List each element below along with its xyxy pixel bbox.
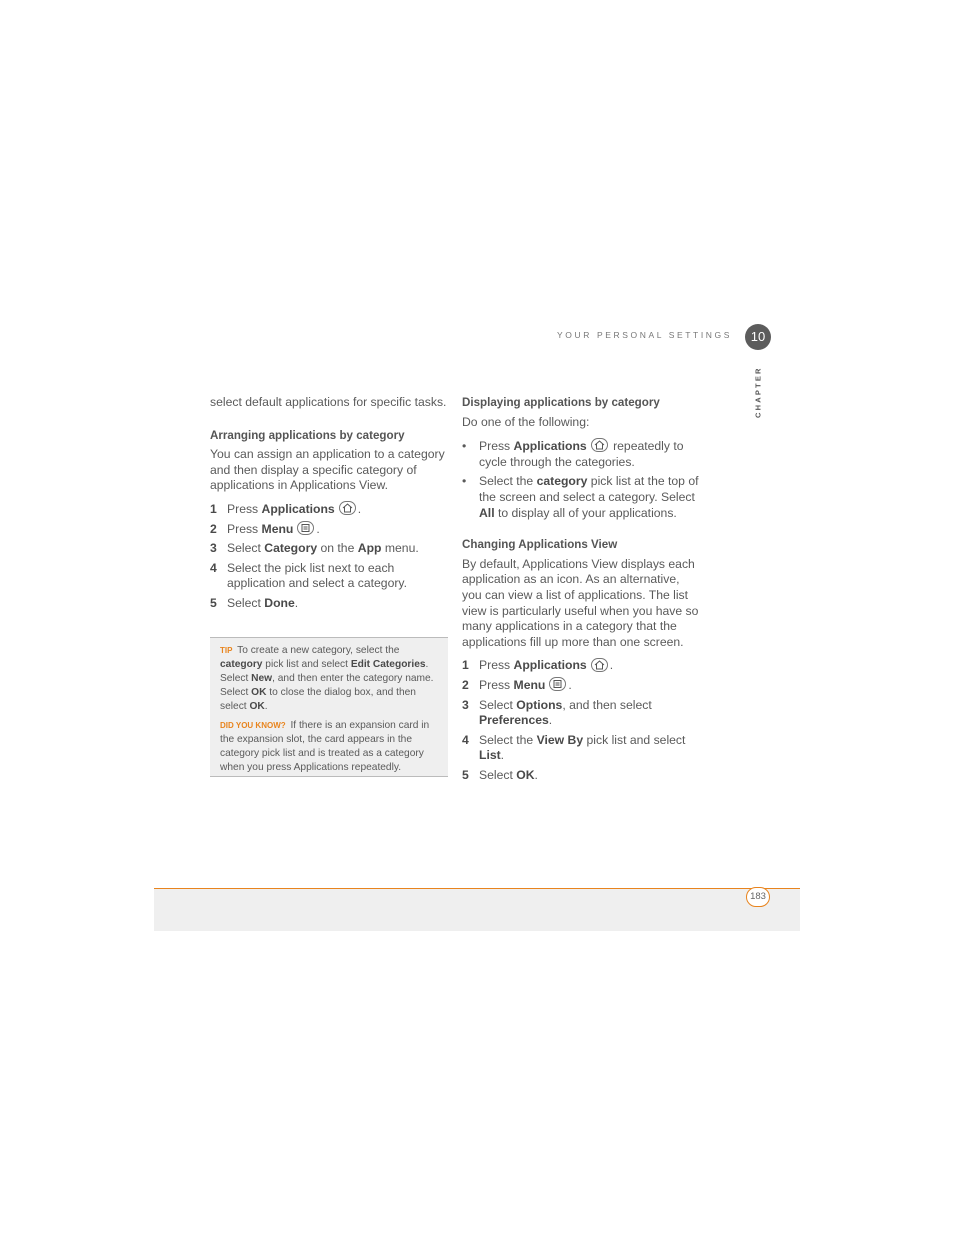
- step-item: 2 Press Menu .: [462, 677, 572, 692]
- intro-text: select default applications for specific tasks.: [210, 395, 447, 409]
- did-you-know-text: DID YOU KNOW? If there is an expansion card in the expansion slot, the card appears in the category pick list and is treated as a category when you press Applications repeatedly.: [220, 720, 430, 773]
- section-title: YOUR PERSONAL SETTINGS: [557, 330, 732, 340]
- section-heading: Changing Applications View: [462, 538, 618, 552]
- step-item: 5 Select Done.: [210, 595, 299, 610]
- applications-home-icon: [591, 438, 608, 452]
- step-item: 4 Select the pick list next to each application and select a category.: [210, 560, 407, 591]
- step-item: 1 Press Applications .: [210, 501, 362, 516]
- left-column: [210, 395, 448, 612]
- steps-list: [462, 658, 700, 783]
- step-item: 4 Select the View By pick list and select List.: [462, 732, 686, 763]
- body-paragraph: By default, Applications View displays each application as an icon. As an alternative, you can view a list of applications. The list view is particularly useful when you have so many applications in a category that the applications fill up more than one screen.: [462, 556, 699, 649]
- section-heading: Displaying applications by category: [462, 396, 660, 409]
- step-item: 3 Select Category on the App menu.: [210, 541, 419, 556]
- page-number: 183: [746, 887, 770, 907]
- menu-icon: [297, 521, 314, 535]
- chapter-label: CHAPTER: [753, 366, 763, 418]
- body-paragraph: You can assign an application to a category and then display a specific category of applications in Applications View.: [210, 447, 445, 493]
- right-column: [462, 395, 700, 783]
- applications-home-icon: [339, 501, 356, 515]
- bullet-item: • Select the category pick list at the top of the screen and select a category. Select All to display all of your applications.: [462, 474, 699, 520]
- step-item: 5 Select OK.: [462, 767, 538, 782]
- steps-list: [210, 502, 448, 612]
- chapter-number-badge: 10: [745, 324, 771, 350]
- bullet-list: [462, 439, 700, 521]
- section-heading: Arranging applications by category: [210, 428, 405, 442]
- step-item: 2 Press Menu .: [210, 521, 320, 536]
- tip-box: [210, 637, 448, 777]
- tip-text: TIP To create a new category, select the category pick list and select Edit Categories. Select New, and then enter the category name. Select OK to close the dialog box, and then select OK.: [220, 645, 434, 712]
- applications-home-icon: [591, 658, 608, 672]
- menu-icon: [549, 677, 566, 691]
- footer-bar: [154, 888, 800, 931]
- bullet-item: • Press Applications repeatedly to cycle through the categories.: [462, 439, 684, 469]
- step-item: 1 Press Applications .: [462, 658, 614, 673]
- body-paragraph: Do one of the following:: [462, 414, 590, 429]
- step-item: 3 Select Options, and then select Preferences.: [462, 697, 652, 728]
